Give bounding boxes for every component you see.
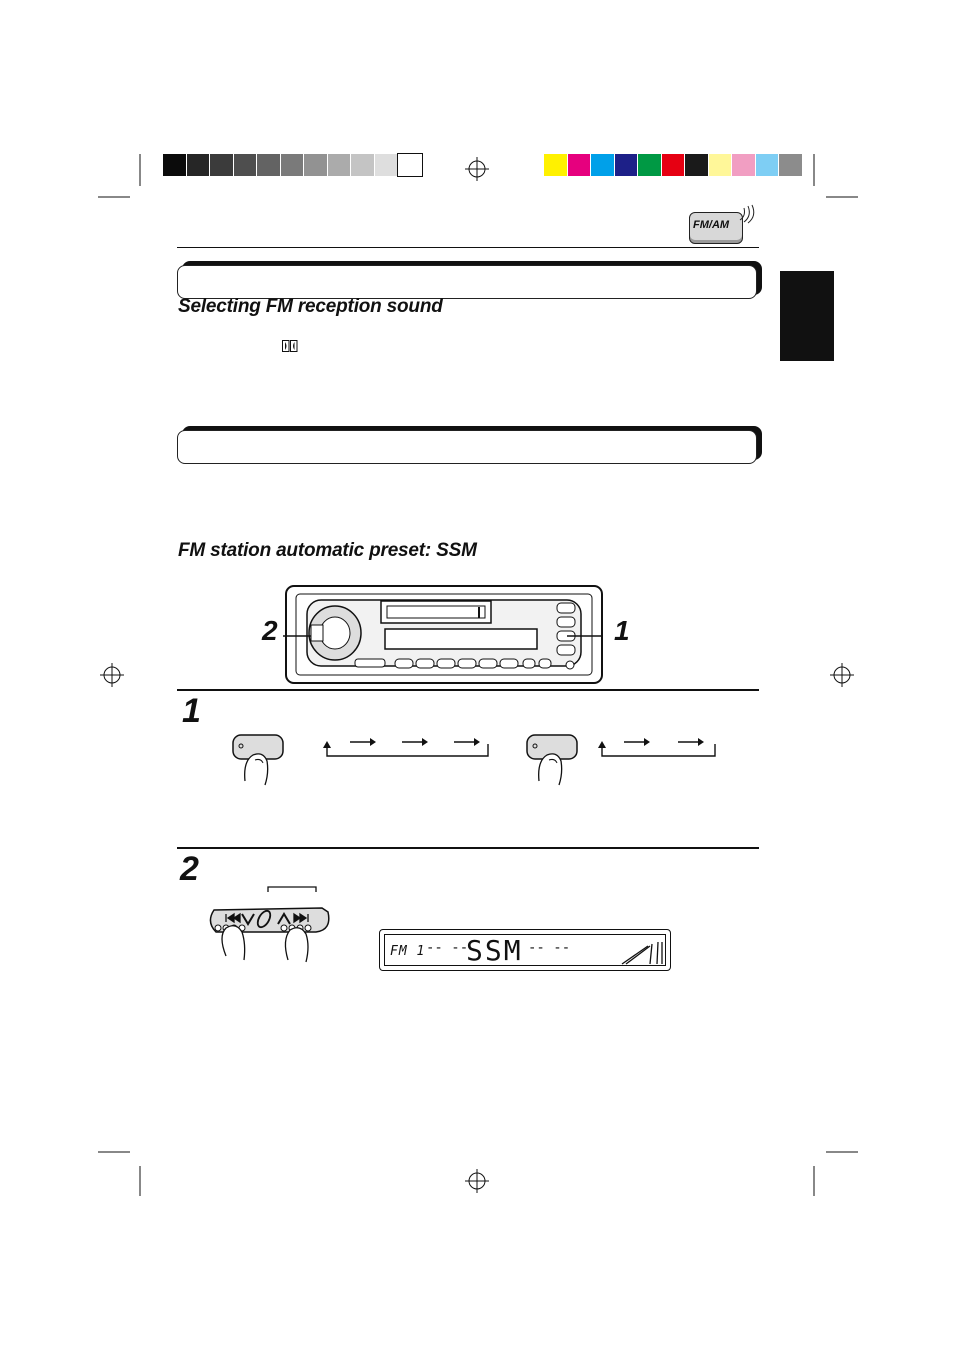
ssm-heading: FM station automatic preset: SSM [178, 540, 477, 561]
calibration-swatch [779, 154, 803, 176]
section-heading-bar-2 [177, 430, 757, 464]
calibration-swatch [662, 154, 686, 176]
volume-knob-icon [309, 606, 361, 660]
step2-number: 2 [180, 850, 199, 888]
calibration-swatch [732, 154, 756, 176]
band-button-press-illustration-left [225, 733, 295, 793]
signal-strength-icon [618, 938, 666, 968]
grayscale-calibration-bar [163, 154, 422, 176]
calibration-swatch [304, 154, 328, 176]
section-heading-bar-1 [177, 265, 757, 299]
dolby-icon [282, 340, 298, 352]
calibration-swatch [351, 154, 375, 176]
calibration-swatch [187, 154, 211, 176]
calibration-swatch [591, 154, 615, 176]
calibration-swatch [709, 154, 733, 176]
fm-am-badge [689, 212, 743, 244]
color-calibration-bar [544, 154, 803, 176]
calibration-swatch [328, 154, 352, 176]
calibration-swatch [375, 154, 399, 176]
calibration-swatch [398, 154, 422, 176]
band-cycle-arrows-left [320, 732, 495, 762]
band-button-press-illustration-right [519, 733, 589, 793]
calibration-swatch [544, 154, 568, 176]
callout-number-right: 1 [614, 615, 630, 646]
callout-number-left: 2 [262, 615, 278, 646]
language-side-tab [780, 271, 834, 361]
lcd-band-indicator: FM 1 [390, 944, 426, 959]
lcd-dashes-2: -- -- [528, 940, 571, 956]
step1-rule [177, 689, 759, 691]
lcd-main-text: SSM [466, 934, 523, 967]
calibration-swatch [163, 154, 187, 176]
step2-rule [177, 847, 759, 849]
calibration-swatch [638, 154, 662, 176]
fm-reception-sound-heading: Selecting FM reception sound [178, 296, 443, 317]
calibration-swatch [685, 154, 709, 176]
calibration-swatch [234, 154, 258, 176]
seek-buttons-press-illustration [204, 884, 334, 964]
step1-number: 1 [182, 692, 201, 730]
band-cycle-arrows-right [596, 732, 721, 762]
header-rule [177, 247, 759, 248]
calibration-swatch [210, 154, 234, 176]
head-unit-illustration [283, 585, 603, 685]
fm-am-badge-label: FM/AM [693, 219, 730, 231]
calibration-swatch [615, 154, 639, 176]
calibration-swatch [257, 154, 281, 176]
lcd-display [379, 929, 671, 971]
lcd-dashes-1: -- -- [426, 940, 469, 956]
calibration-swatch [281, 154, 305, 176]
radio-waves-icon [738, 204, 758, 224]
calibration-swatch [568, 154, 592, 176]
calibration-swatch [756, 154, 780, 176]
